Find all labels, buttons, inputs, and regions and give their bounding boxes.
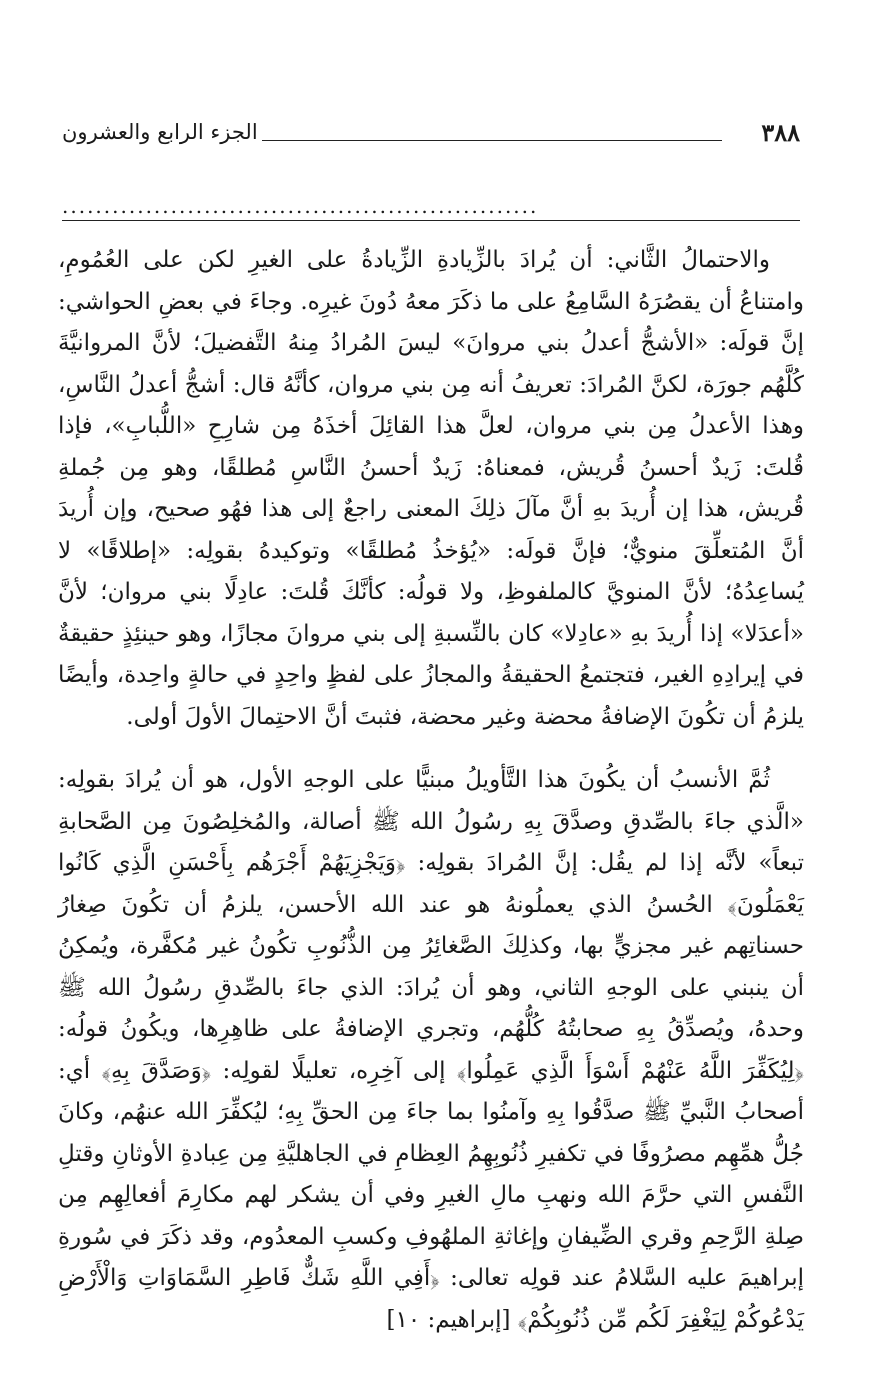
volume-title: الجزء الرابع والعشرون (62, 120, 258, 144)
paragraph-first: والاحتمالُ الثَّاني: أن يُرادَ بالزِّيادةِ الزِّيادةُ على الغيرِ لكن على العُمُومِ، وامتناعُ أن يقصُرَهُ السَّامِعُ على ما ذكَرَ معهُ دُونَ غيرِه. وجاءَ في بعضِ الحواشي: إنَّ قولَه: «الأشجُّ أعدلُ بني مروانَ» ليسَ المُرادُ مِنهُ التَّفضيلَ؛ لأنَّ المروانيَّةَ كُلَّهُم جورَة، لكنَّ المُرادَ: تعريفُ أنه مِن بني مروان، كأنَّهُ قال: أشجُّ أعدلُ النَّاسِ، وهذا الأعدلُ مِن بني مروان، لعلَّ هذا القائِلَ أخذَهُ مِن شارِحِ «اللُّبابِ»، فإذا قُلتَ: زَيدٌ أحسنُ قُريش، فمعناهُ: زَيدٌ أحسنُ النَّاسِ مُطلقًا، وهو مِن جُملةِ قُريش، هذا إن أُريدَ بهِ أنَّ مآلَ ذلِكَ المعنى راجعٌ إلى هذا فهُو صحيح، وإن أُريدَ أنَّ المُتعلِّقَ منويٌّ؛ فإنَّ قولَه: «يُؤخذُ مُطلقًا» وتوكيدهُ بقولِه: «إطلاقًا» لا يُساعِدُهُ؛ لأنَّ المنويَّ كالملفوظِ، ولا قولُه: كأنَّكَ قُلتَ: عادِلًا بني مروان؛ لأنَّ «أعدَلا» إذا أُريدَ بهِ «عادِلا» كان بالنِّسبةِ إلى بني مروانَ مجازًا، وهو حينئِذٍ حقيقةٌ في إيرادِهِ الغير، فتجتمعُ الحقيقةُ والمجازُ على لفظٍ واحِدٍ في حالةٍ واحِدة، وأيضًا يلزمُ أن تكُونَ الإضافةُ محضة وغير محضة، فثبتَ أنَّ الاحتِمالَ الأولَ أولى. (58, 247, 804, 730)
main-text (58, 240, 804, 1341)
page-number: ٣٨٨ (761, 118, 800, 147)
header-rule (262, 140, 722, 141)
divider-line (62, 220, 800, 221)
footnote-divider (62, 194, 800, 224)
dotted-separator: ......................................................... (62, 194, 539, 218)
paragraph-second: ثُمَّ الأنسبُ أن يكُونَ هذا التَّأويلُ مبنيًّا على الوجهِ الأول، هو أن يُرادَ بقولِه: «الَّذي جاءَ بالصِّدقِ وصدَّقَ بِهِ رسُولُ الله ﷺ أصالة، والمُخلِصُونَ مِن الصَّحابةِ تبعاً» لأنَّه إذا لم يقُل: إنَّ المُرادَ بقولِه: ﴿وَيَجْزِيَهُمْ أَجْرَهُم بِأَحْسَنِ الَّذِي كَانُوا يَعْمَلُونَ﴾ الحُسنُ الذي يعملُونهُ هو عند الله الأحسن، يلزمُ أن تكُونَ صِغارُ حسناتِهم غير مجزيٍّ بها، وكذلِكَ الصَّغائِرُ مِن الذُّنُوبِ تكُونُ غير مُكفَّرة، ويُمكِنُ أن ينبني على الوجهِ الثاني، وهو أن يُرادَ: الذي جاءَ بالصِّدقِ رسُولُ الله ﷺ وحدهُ، ويُصدِّقُ بِهِ صحابتُهُ كُلُّهُم، وتجري الإضافةُ على ظاهِرِها، ويكُونُ قولُه: ﴿لِيُكَفِّرَ اللَّهُ عَنْهُمْ أَسْوَأَ الَّذِي عَمِلُوا﴾ إلى آخِرِه، تعليلًا لقولِه: ﴿وَصَدَّقَ بِهِ﴾ أي: أصحابُ النَّبيِّ ﷺ صدَّقُوا بِهِ وآمنُوا بما جاءَ مِن الحقِّ بِهِ؛ ليُكفِّرَ الله عنهُم، وكانَ جُلُّ همِّهِم مصرُوفًا في تكفيرِ ذُنُوبِهِمُ العِظامِ في الجاهليَّةِ مِن عِبادةِ الأوثانِ وقتلِ النَّفسِ التي حرَّمَ الله ونهبِ مالِ الغيرِ وفي أن يشكر لهم مكارِمَ أفعالِهِم مِن صِلةِ الرَّحِمِ وقري الضِّيفانِ وإغاثةِ الملهُوفِ وكسبِ المعدُوم، وقد ذكَرَ في سُورةِ إبراهيمَ عليه السَّلامُ عند قولِه تعالى: ﴿أَفِي اللَّهِ شَكٌّ فَاطِرِ السَّمَاوَاتِ وَالْأَرْضِ يَدْعُوكُمْ لِيَغْفِرَ لَكُم مِّن ذُنُوبِكُمْ﴾ [إبراهيم: ١٠] (58, 767, 804, 1333)
page-header (62, 118, 800, 158)
